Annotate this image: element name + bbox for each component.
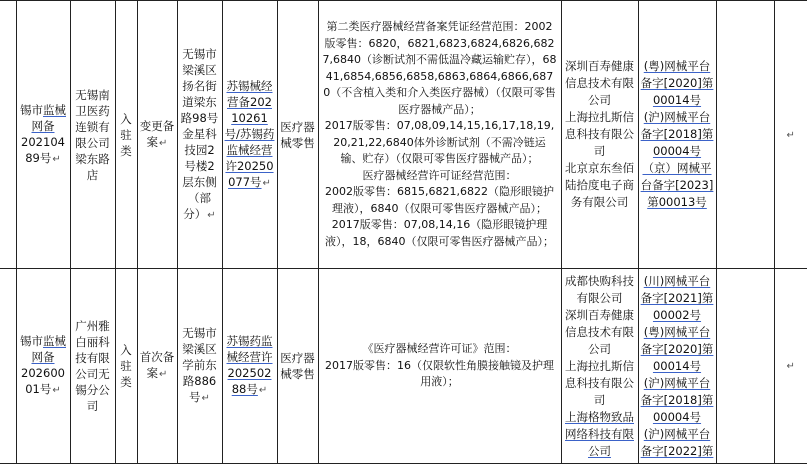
platform-company: 深圳百寿健康信息技术有限公司: [565, 307, 634, 356]
platform-company: 深圳百寿健康信息技术有限公司: [565, 59, 634, 107]
platform-filing: (沪)网械平台备字[2022]第: [640, 426, 714, 458]
platform-type: 入驻类: [120, 111, 132, 158]
platform-filing: (沪)网械平台备字[2018]第00004号: [640, 110, 714, 158]
table-row: [0, 269, 807, 464]
cell-platform-type: [115, 269, 137, 464]
cell-filing-type: 首次备案↵: [137, 269, 177, 464]
cell-reg-no: 锡市监械网备 202600 01号↵: [16, 269, 70, 464]
cell-address: 无锡市梁溪区学前东路886号↵: [177, 269, 222, 464]
scope-line: 2017版零售：07,08,09,14,15,16,17,18,19,20,21,22,6840体外诊断试剂（不需冷链运输、贮存）（仅限可零售医疗器械产品）；: [324, 119, 555, 165]
cell-platform-filings: [638, 1, 716, 269]
platform-company: 北京京东叁佰陆拾度电子商务有限公司: [565, 161, 634, 209]
cell-empty: [716, 269, 774, 464]
license-no: 苏锡药监械经营许20250288号: [226, 334, 273, 396]
cell-platform-companies: [561, 269, 638, 464]
reg-no-code: 监械网备: [31, 334, 66, 364]
cell-platform-filings: [638, 269, 716, 464]
license-no: 苏锡械经营备20210261号/苏锡药监械经营许20250077号: [224, 78, 275, 189]
row-end-mark: ↵: [774, 1, 807, 269]
company-name: 广州雅白丽科技有限公司无锡分公司: [75, 319, 110, 413]
platform-filing: (粤)网械平台备字[2020]第00014号: [640, 59, 714, 107]
cell-category: [277, 1, 318, 269]
row-edge-left: [0, 269, 16, 464]
cell-empty: [716, 1, 774, 269]
company-name: 无锡南卫医药连锁有限公司梁东路店: [75, 87, 110, 182]
filing-type: 变更备案: [139, 118, 175, 149]
cell-business-scope: [318, 269, 561, 464]
category: 医疗器械零售: [280, 119, 315, 150]
reg-no-prefix: 锡市: [20, 334, 43, 348]
cell-company: [70, 269, 115, 464]
row-end-mark: ↵: [774, 269, 807, 464]
scope-line: 医疗器械经营许可证经营范围：: [362, 168, 517, 182]
reg-no-year: 202104: [21, 134, 65, 149]
scope-line: 2017版零售：16（仅限软性角膜接触镜及护理用液）；: [325, 358, 554, 389]
reg-no-suffix: 89号: [25, 150, 52, 165]
scope-line: 2002版零售：6815,6821,6822（隐形眼镜护理液），6840（仅限可零售医疗器械产品）；: [325, 185, 554, 215]
platform-company: 上海拉扎斯信息科技有限公司: [565, 110, 634, 158]
platform-type: 入驻类: [120, 343, 132, 389]
cell-filing-type: 变更备案↵: [137, 1, 177, 269]
row-edge-left: [0, 1, 16, 269]
address: 无锡市梁溪区学前东路886号: [182, 326, 217, 404]
platform-filing: (沪)网械平台备字[2018]第00004号: [640, 375, 714, 424]
cell-company: [70, 1, 115, 269]
reg-no-suffix: 01号: [25, 382, 52, 396]
cell-category: [277, 269, 318, 464]
platform-filing: (粤)网械平台备字[2020]第00014号: [640, 324, 714, 373]
cell-reg-no: 锡市监械网备 202104 89号↵: [16, 1, 70, 269]
cell-platform-type: [115, 1, 137, 269]
platform-filing: （京）网械平台备字[2023]第00013号: [640, 161, 714, 209]
filing-type: 首次备案: [139, 350, 175, 380]
reg-no-code: 监械网备: [31, 102, 66, 133]
cell-address: 无锡市梁溪区扬名街道梁东路98号金星科技园2号楼2层东侧（部分）↵: [177, 1, 222, 269]
table-row: [0, 1, 807, 269]
reg-no-year: 202600: [21, 366, 65, 380]
scope-line: 《医疗器械经营许可证》范围：: [362, 342, 517, 356]
platform-company: 上海格物致品网络科技有限公司: [565, 409, 634, 458]
reg-no-prefix: 锡市: [20, 102, 43, 117]
scope-line: 第二类医疗器械经营备案凭证经营范围：2002版零售：6820，6821,6823,6824,6826,6827,6840（诊断试剂不需低温冷藏运输贮存），6841,6854,6856,6858,6863,6864,6866,6870（不含植入类和介入类医疗器械）（仅限可零售医疗器械产品）；: [322, 20, 557, 116]
platform-filing: (川)网械平台备字[2021]第00002号: [640, 273, 714, 322]
cell-business-scope: [318, 1, 561, 269]
category: 医疗器械零售: [280, 351, 315, 381]
platform-company: 上海拉扎斯信息科技有限公司: [565, 358, 634, 407]
address: 无锡市梁溪区扬名街道梁东路98号金星科技园2号楼2层东侧（部分）: [180, 46, 219, 221]
cell-license-no: 苏锡械经营备20210261号/苏锡药监械经营许20250077号↵: [222, 1, 277, 269]
platform-company: 成都快购科技有限公司: [565, 273, 634, 305]
scope-line: 2017版零售：07,08,14,16（隐形眼镜护理液），18，6840（仅限可零售医疗器械产品）；: [325, 218, 554, 248]
cell-platform-companies: [561, 1, 638, 269]
cell-license-no: 苏锡药监械经营许20250288号↵: [222, 269, 277, 464]
